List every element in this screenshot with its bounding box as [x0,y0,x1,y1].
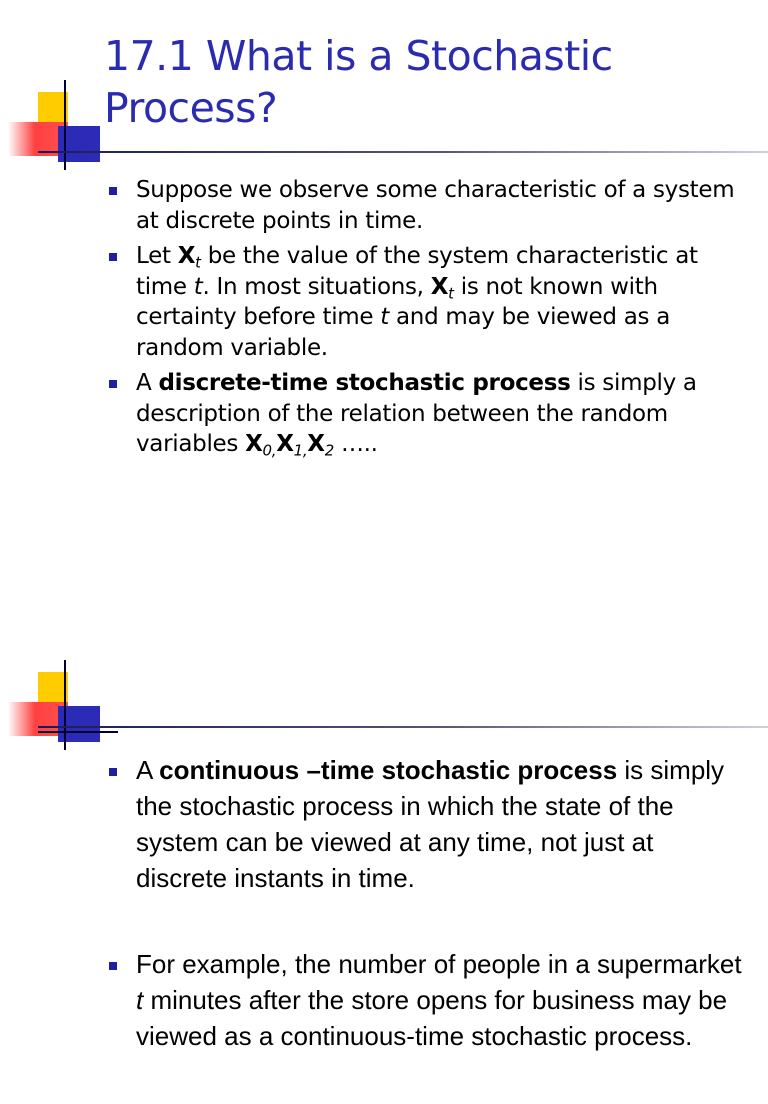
bullet-text: ….. [333,431,378,457]
bullet-text: minutes after the store opens for business may be viewed as a continuous-time stochastic process. [136,985,728,1051]
square-bullet-icon [109,962,117,970]
variable-t: t [380,304,389,330]
variable-x: X [276,431,294,457]
subscript: t [195,253,201,272]
corner-logo-icon [8,80,118,170]
variable-x: X [430,273,449,300]
bullet-text: A [136,370,159,396]
bold-term: discrete-time stochastic process [158,370,571,396]
variable-t: t [136,985,144,1015]
list-item [136,752,751,896]
square-bullet-icon [109,187,117,195]
variable-t: t [193,273,203,300]
list-item [136,946,751,1054]
subscript: 1, [293,441,308,460]
bullet-text: is simply the stochastic process in which the state of the system can be viewed at any time, not just at discrete instants in time. [136,755,725,893]
bold-term: continuous –time stochastic process [159,755,618,785]
subscript: 2 [324,441,334,460]
title-line-1: 17.1 What is a Stochastic [104,32,613,80]
list-item [136,241,746,363]
variable-x: X [307,431,325,457]
subscript: 0, [262,441,277,460]
bullet-list [136,752,751,1104]
title-line-2: Process? [104,84,278,132]
bullet-text: . In most situations, [202,273,431,300]
bullet-text: is simply a description of the relation between the random variables [136,370,697,457]
subscript: t [448,283,454,302]
title-divider [38,151,768,153]
corner-logo-icon [8,660,118,750]
variable-x: X [245,431,263,457]
title-divider [38,726,768,728]
bullet-text: Let [136,243,178,269]
slide-2 [0,640,768,1051]
variable-x: X [177,243,196,269]
square-bullet-icon [109,768,117,776]
square-bullet-icon [109,253,117,261]
bullet-text: For example, the number of people in a supermarket [136,949,742,979]
bullet-text: and may be viewed as a random variable. [136,304,670,361]
bullet-text: A [136,755,160,785]
list-item [136,175,746,236]
bullet-text: Suppose we observe some characteristic of a system at discrete points in time. [136,177,735,234]
bullet-text: be the value of the system characteristic at time [136,243,698,300]
bullet-list [136,175,746,465]
slide-title [104,30,613,134]
square-bullet-icon [109,380,117,388]
bullet-text: is not known with certainty before time [136,273,658,330]
list-item [136,368,746,460]
